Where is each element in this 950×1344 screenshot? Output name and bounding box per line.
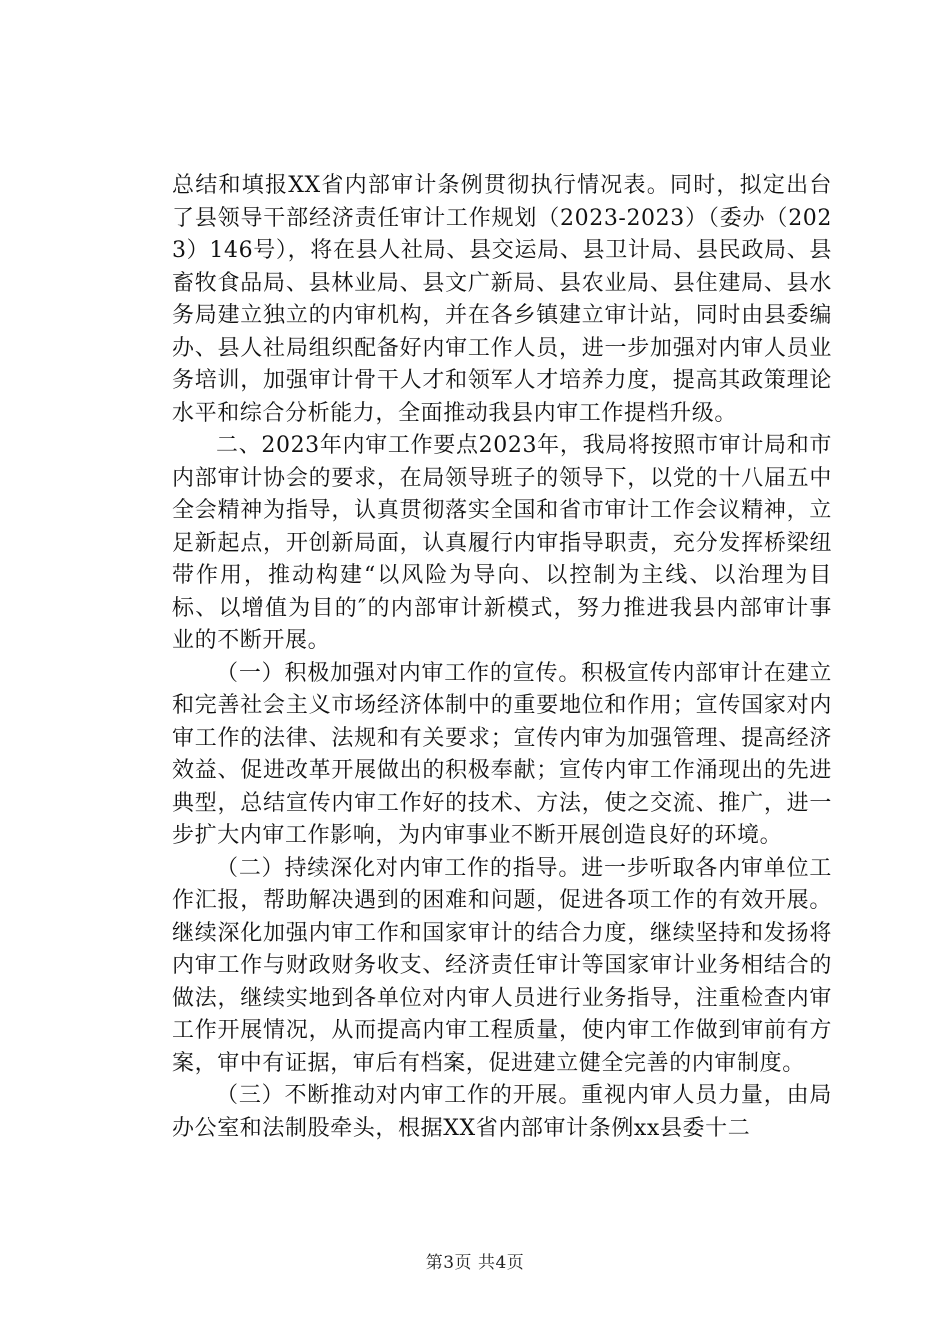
paragraph-item-two: （二）持续深化对内审工作的指导。进一步听取各内审单位工作汇报，帮助解决遇到的困难和问题，促进各项工作的有效开展。继续深化加强内审工作和国家审计的结合力度，继续坚持和发扬将内审工作与财政财务收支、经济责任审计等国家审计业务相结合的做法，继续实地到各单位对内审人员进行业务指导，注重检查内审工作开展情况，从而提高内审工程质量，使内审工作做到审前有方案，审中有证据，审后有档案，促进建立健全完善的内审制度。 [172,855,832,1076]
paragraph-continuation: 总结和填报XX省内部审计条例贯彻执行情况表。同时，拟定出台了县领导干部经济责任审计工作规划（2023-2023）（委办（2023）146号），将在县人社局、县交运局、县卫计局、县民政局、县畜牧食品局、县林业局、县文广新局、县农业局、县住建局、县水务局建立独立的内审机构，并在各乡镇建立审计站，同时由县委编办、县人社局组织配备好内审工作人员，进一步加强对内审人员业务培训，加强审计骨干人才和领军人才培养力度，提高其政策理论水平和综合分析能力，全面推动我县内审工作提档升级。 [172,173,832,426]
page-number-footer: 第3页 共4页 [425,1253,525,1273]
paragraph-item-one: （一）积极加强对内审工作的宣传。积极宣传内部审计在建立和完善社会主义市场经济体制中的重要地位和作用；宣传国家对内审工作的法律、法规和有关要求；宣传内审为加强管理、提高经济效益、促进改革开展做出的积极奉献；宣传内审工作涌现出的先进典型，总结宣传内审工作好的技术、方法，使之交流、推广，进一步扩大内审工作影响，为内审事业不断开展创造良好的环境。 [172,660,832,848]
paragraph-section-two: 二、2023年内审工作要点2023年，我局将按照市审计局和市内部审计协会的要求，在局领导班子的领导下，以党的十八届五中全会精神为指导，认真贯彻落实全国和省市审计工作会议精神，立足新起点，开创新局面，认真履行内审指导职责，充分发挥桥梁纽带作用，推动构建“以风险为导向、以控制为主线、以治理为目标、以增值为目的″的内部审计新模式，努力推进我县内部审计事业的不断开展。 [172,433,832,653]
paragraph-item-three: （三）不断推动对内审工作的开展。重视内审人员力量，由局办公室和法制股牵头，根据XX省内部审计条例xx县委十二 [172,1083,832,1141]
document-body [172,170,832,1145]
